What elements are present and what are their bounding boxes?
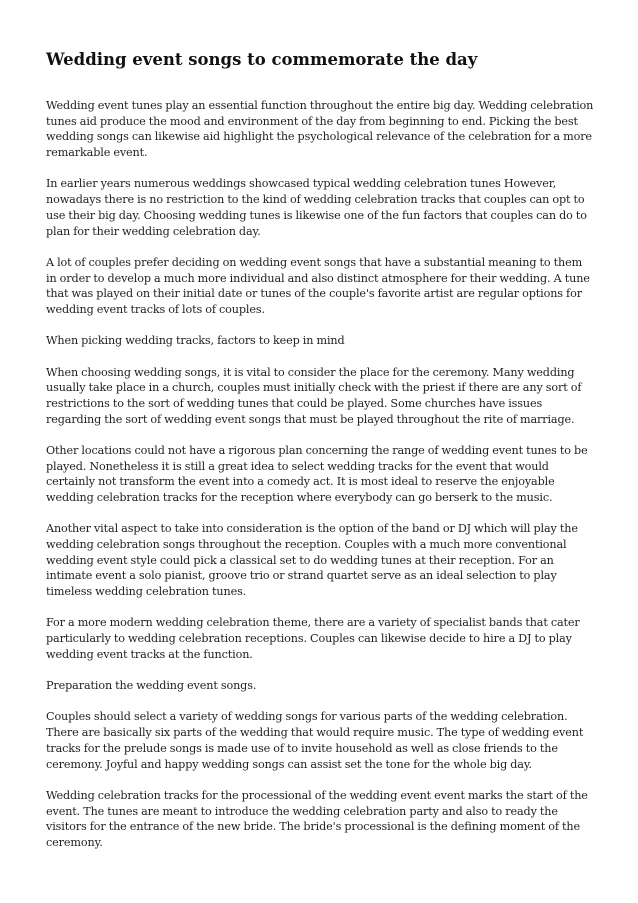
paragraph-earlier-years: In earlier years numerous weddings showcased typical wedding celebration tunes However, nowadays there is no restriction to the kind of wedding celebration tracks that couples can opt to use their big day. Choosing wedding tunes is likewise one of the fun factors that couples can do to plan for their wedding celebration day. (46, 177, 587, 238)
paragraph-modern-theme: For a more modern wedding celebration theme, there are a variety of specialist bands that cater particularly to wedding celebration receptions. Couples can likewise decide to hire a DJ to play wedding event tracks at the function. (46, 616, 580, 661)
paragraph-other-locations: Other locations could not have a rigorous plan concerning the range of wedding event tunes to be played. Nonetheless it is still a great idea to select wedding tracks for the event that would certainly not transform the event into a comedy act. It is most ideal to reserve the enjoyable wedding celebration tracks for the reception where everybody can go berserk to the music. (46, 443, 588, 505)
paragraph-intro: Wedding event tunes play an essential function throughout the entire big day. Wedding celebration tunes aid produce the mood and environment of the day from beginning to end. Picking the best wedding songs can likewise aid highlight the psychological relevance of the celebration for a more remarkable event. (46, 99, 594, 160)
section-heading-preparation: Preparation the wedding event songs. (46, 679, 257, 693)
paragraph-processional: Wedding celebration tracks for the processional of the wedding event event marks the start of the event. The tunes are meant to introduce the wedding celebration party and also to ready the visitors for the entrance of the new bride. The bride's processional is the defining moment of the ceremony. (46, 788, 588, 849)
paragraph-ceremony-place: When choosing wedding songs, it is vital to consider the place for the ceremony. Many wedding usually take place in a church, couples must initially check with the priest if there are any sort of restrictions to the sort of wedding tunes that could be played. Some churches have issues regarding the sort of wedding event songs that must be played throughout the rite of marriage. (46, 365, 582, 426)
page-title: Wedding event songs to commemorate the day (46, 50, 478, 69)
document-page (46, 49, 594, 866)
paragraph-meaningful-songs: A lot of couples prefer deciding on wedding event songs that have a substantial meaning to them in order to develop a much more individual and also distinct atmosphere for their wedding. A tune that was played on their initial date or tunes of the couple's favorite artist are regular options for wedding event tracks of lots of couples. (46, 255, 590, 316)
paragraph-band-or-dj: Another vital aspect to take into consideration is the option of the band or DJ which will play the wedding celebration songs throughout the reception. Couples with a much more conventional wedding event style could pick a classical set to do wedding tunes at their reception. For an intimate event a solo pianist, groove trio or strand quartet serve as an ideal selection to play timeless wedding celebration tunes. (46, 522, 578, 599)
section-heading-factors: When picking wedding tracks, factors to keep in mind (46, 334, 345, 348)
paragraph-song-variety: Couples should select a variety of wedding songs for various parts of the wedding celebration. There are basically six parts of the wedding that would require music. The type of wedding event tracks for the prelude songs is made use of to invite household as well as close friends to the ceremony. Joyful and happy wedding songs can assist set the tone for the whole big day. (46, 710, 584, 771)
